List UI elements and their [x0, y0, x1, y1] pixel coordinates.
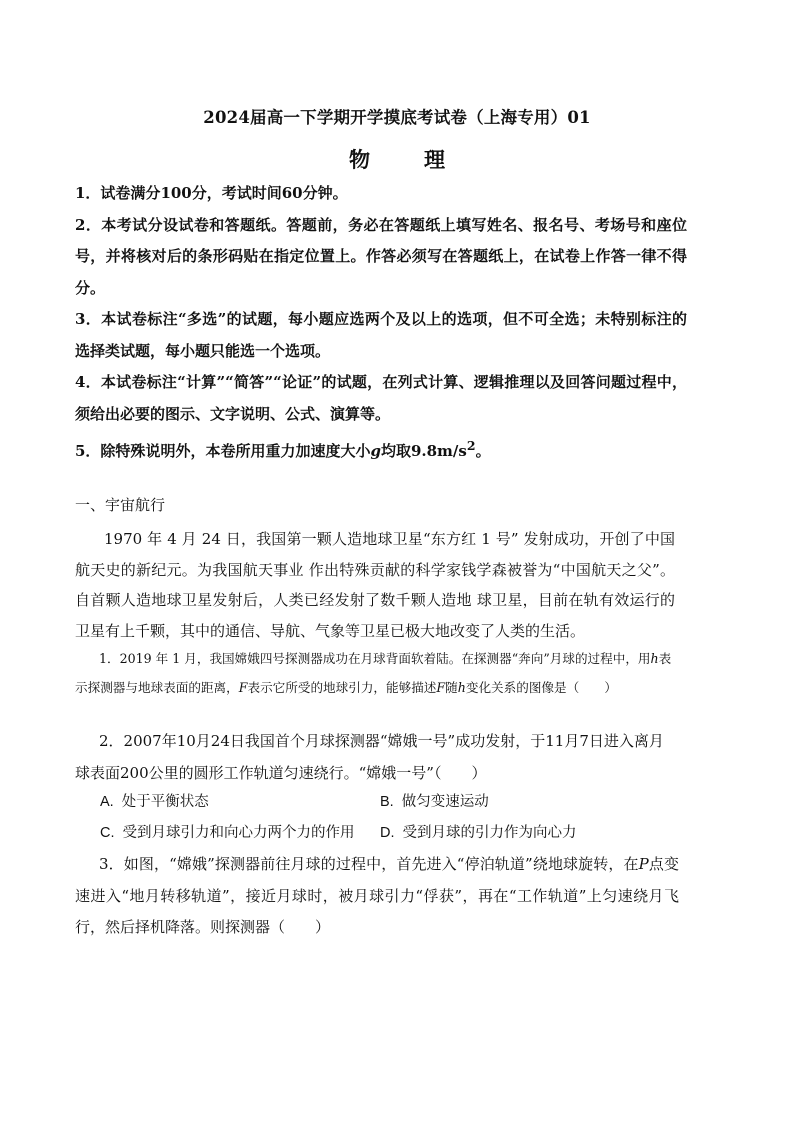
variable-p: P — [638, 855, 649, 873]
subject-heading — [0, 144, 794, 174]
instruction-item: 4．本试卷标注“计算”“简答”“论证”的试题，在列式计算、逻辑推理以及回答问题过程中，须给出必要的图示、文字说明、公式、演算等。 — [75, 373, 687, 423]
subject-char-1: 物 — [349, 147, 370, 172]
variable-g: g — [370, 442, 381, 460]
option-b[interactable]: B. 做匀变速运动 — [380, 794, 489, 810]
subject-char-2: 理 — [424, 147, 445, 172]
instruction-item: 2．本考试分设试卷和答题纸。答题前，务必在答题纸上填写姓名、报名号、考场号和座位号，并将核对后的条形码贴在指定位置上。作答必须写在答题纸上，在试卷上作答一律不得分。 — [75, 215, 687, 297]
option-a[interactable]: A. 处于平衡状态 — [100, 794, 209, 810]
question-3: 3．如图，“嫦娥”探测器前往月球的过程中，首先进入“停泊轨道”绕地球旋转，在P点变速进入“地月转移轨道”，接近月球时，被月球引力“俘获”，再在“工作轨道”上匀速绕月飞行，然后择机降落。则探测器（ ） — [75, 855, 679, 936]
option-d[interactable]: D. 受到月球的引力作为向心力 — [380, 825, 577, 841]
instruction-item: 3．本试卷标注“多选”的试题，每小题应选两个及以上的选项，但不可全选；未特别标注的选择类试题，每小题只能选一个选项。 — [75, 310, 687, 360]
section-heading: 一、宇宙航行 — [75, 496, 166, 514]
reading-passage: 1970 年 4 月 24 日，我国第一颗人造地球卫星“东方红 1 号” 发射成功，开创了中国航天史的新纪元。为我国航天事业 作出特殊贡献的科学家钱学森被誉为“中国航天之父”。自首颗人造地球卫星发射后，人类已经发射了数千颗人造地 球卫星，目前在轨有效运行的卫星有上千颗，其中的通信、导航、气象等卫星已极大地改变了人类的生活。 — [75, 530, 675, 640]
question-2 — [75, 725, 675, 789]
exam-title: 2024届高一下学期开学摸底考试卷（上海专用）01 — [203, 108, 591, 127]
instruction-item-gravity: 5．除特殊说明外，本卷所用重力加速度大小g均取$9.8m/s^2$。 — [75, 438, 491, 460]
question-1: 1．2019 年 1 月，我国嫦娥四号探测器成功在月球背面软着陆。在探测器“奔向”月球的过程中，用h表示探测器与地球表面的距离，F表示它所受的地球引力，能够描述F随h变化关系的图像是（ ） — [75, 651, 672, 695]
exam-instructions — [75, 178, 687, 468]
question-2-stem: 2．2007年10月24日我国首个月球探测器“嫦娥一号”成功发射，于11月7日进入离月球表面200公里的圆形工作轨道匀速绕行。“嫦娥一号”（ ） — [75, 732, 664, 782]
instruction-item: 1．试卷满分100分，考试时间60分钟。 — [75, 184, 348, 202]
question-2-options — [100, 787, 660, 849]
option-c[interactable]: C. 受到月球引力和向心力两个力的作用 — [100, 825, 355, 841]
